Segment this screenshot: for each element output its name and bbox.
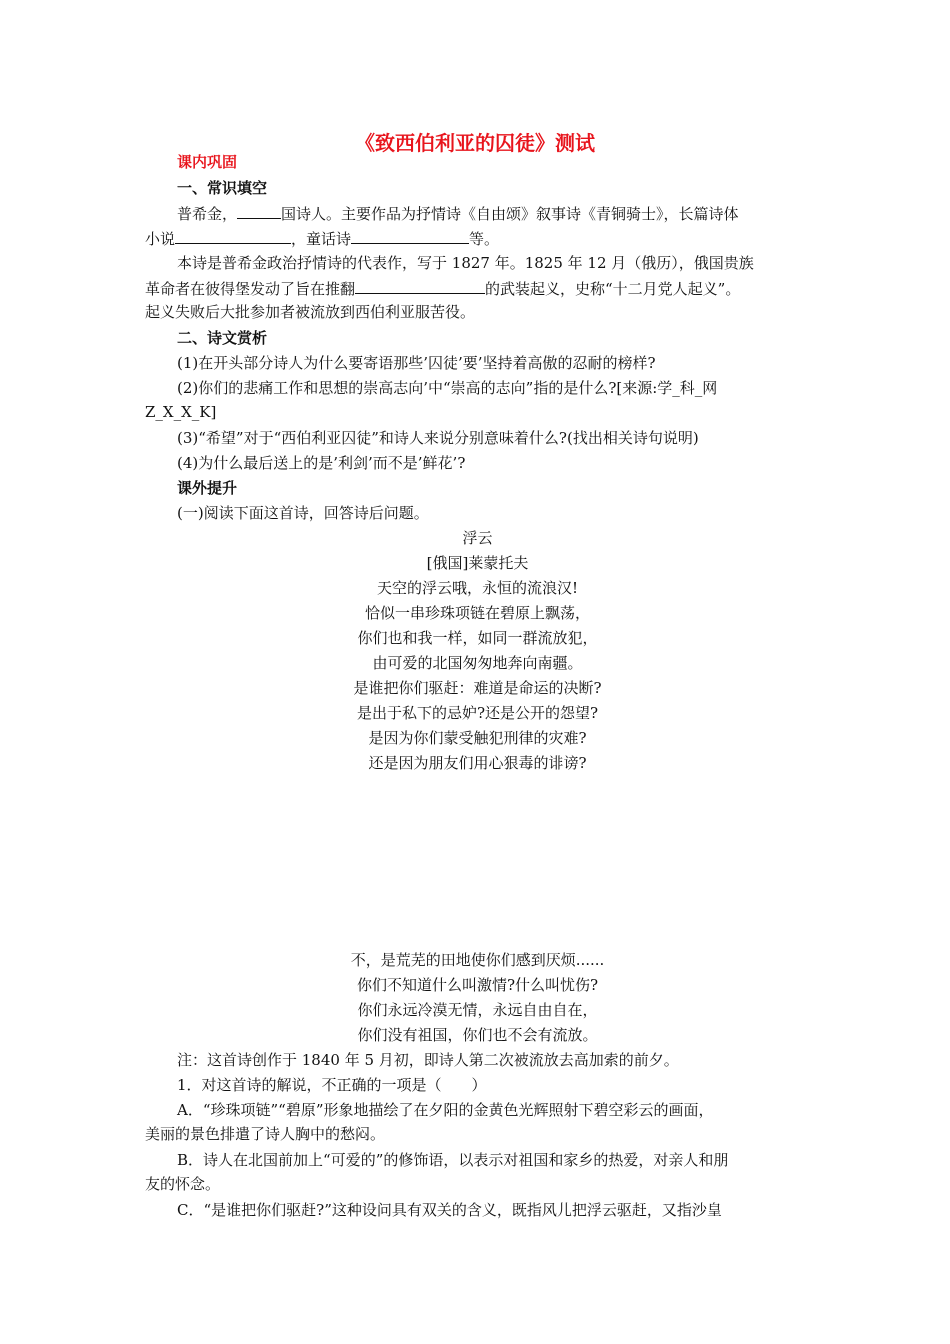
option-c: C．“是谁把你们驱赶?”这种设问具有双关的含义，既指风儿把浮云驱赶，又指沙皇: [177, 1201, 722, 1219]
question-line: (4)为什么最后送上的是’利剑’而不是’鲜花’?: [177, 454, 466, 472]
paragraph-line: 本诗是普希金政治抒情诗的代表作，写于 1827 年。1825 年 12 月（俄历），俄国贵族: [177, 254, 754, 272]
poem-line: 是谁把你们驱赶：难道是命运的决断?: [353, 679, 602, 697]
option-b: B．诗人在北国前加上“可爱的”的修饰语，以表示对祖国和家乡的热爱，对亲人和朋: [177, 1151, 729, 1169]
section-heading-extra: 课外提升: [177, 479, 238, 497]
text: 等。: [469, 230, 500, 248]
question-line: (2)你们的悲痛工作和思想的崇高志向’中“崇高的志向”指的是什么?[来源:学_科_网: [177, 379, 718, 397]
question-stem: 1．对这首诗的解说，不正确的一项是（ ）: [177, 1076, 487, 1094]
text: 普希金，: [177, 205, 238, 223]
fill-blank: [355, 278, 485, 294]
poem-line: 你们也和我一样，如同一群流放犯，: [357, 629, 598, 647]
text: 的武装起义，史称“十二月党人起义”。: [485, 280, 741, 298]
paragraph-line: [145, 278, 810, 299]
paragraph-line: [177, 203, 810, 224]
text: ，童话诗: [291, 230, 352, 248]
paragraph-line: [145, 228, 810, 249]
poem-line: 你们永远冷漠无情，永远自由自在，: [357, 1001, 598, 1019]
question-line: (3)“希望”对于“西伯利亚囚徒”和诗人来说分别意味着什么?(找出相关诗句说明): [177, 429, 699, 447]
poem-line: 是出于私下的忌妒?还是公开的怨望?: [356, 704, 599, 722]
paragraph-line: 起义失败后大批参加者被流放到西伯利亚服苦役。: [145, 303, 476, 321]
text: 革命者在彼得堡发动了旨在推翻: [145, 280, 356, 298]
poem-line: 恰似一串珍珠项链在碧原上飘荡，: [364, 604, 590, 622]
poem-line: 不，是荒芜的田地使你们感到厌烦......: [350, 951, 605, 969]
poem-title: 浮云: [462, 529, 493, 547]
question-line: (1)在开头部分诗人为什么要寄语那些’囚徒’要’坚持着高傲的忍耐的榜样?: [177, 354, 656, 372]
poem-line: 天空的浮云哦，永恒的流浪汉!: [376, 579, 579, 597]
option-a-cont: 美丽的景色排遣了诗人胸中的愁闷。: [145, 1125, 386, 1143]
fill-blank: [237, 203, 281, 219]
poem-line: 你们不知道什么叫激情?什么叫忧伤?: [356, 976, 599, 994]
poem-line: 还是因为朋友们用心狠毒的诽谤?: [368, 754, 587, 772]
poem-line: 由可爱的北国匆匆地奔向南疆。: [372, 654, 583, 672]
section-heading-in-class: 课内巩固: [177, 153, 238, 171]
fill-blank: [175, 228, 291, 244]
part2-heading: 二、诗文赏析: [177, 329, 268, 347]
part1-heading: 一、常识填空: [177, 179, 268, 197]
option-b-cont: 友的怀念。: [145, 1175, 221, 1193]
poem-author: [俄国]莱蒙托夫: [426, 554, 529, 572]
page-title: 《致西伯利亚的囚徒》测试: [355, 131, 595, 155]
poem-note: 注：这首诗创作于 1840 年 5 月初，即诗人第二次被流放去高加索的前夕。: [177, 1051, 679, 1069]
option-a: A．“珍珠项链”“碧原”形象地描绘了在夕阳的金黄色光辉照射下碧空彩云的画面，: [177, 1101, 714, 1119]
poem-line: 是因为你们蒙受触犯刑律的灾难?: [368, 729, 587, 747]
question-line: Z_X_X_K]: [145, 403, 217, 421]
text: 国诗人。主要作品为抒情诗《自由颂》叙事诗《青铜骑士》，长篇诗体: [281, 205, 739, 223]
poem-line: 你们没有祖国，你们也不会有流放。: [357, 1026, 598, 1044]
reading-intro: (一)阅读下面这首诗，回答诗后问题。: [177, 504, 429, 522]
text: 小说: [145, 230, 176, 248]
fill-blank: [351, 228, 469, 244]
